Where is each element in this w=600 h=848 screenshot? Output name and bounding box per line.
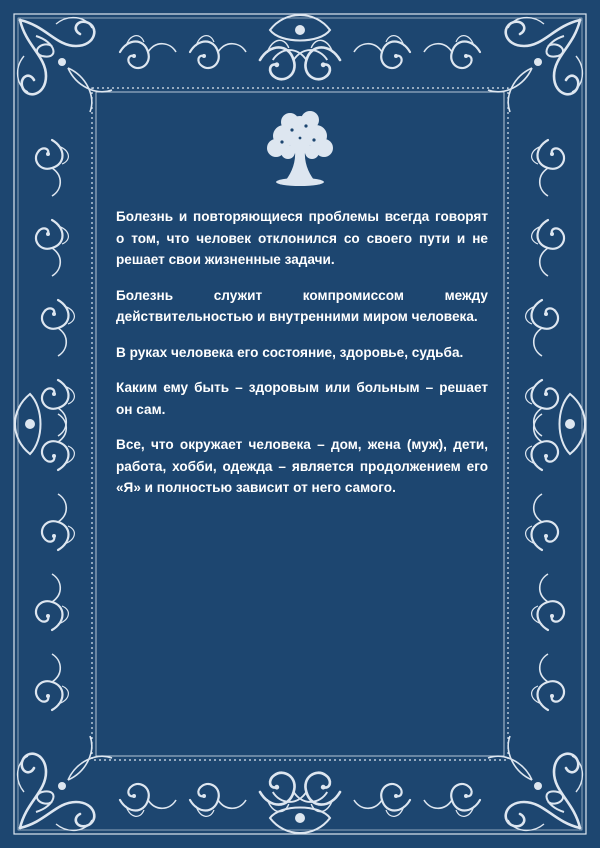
paragraph-1: Болезнь и повторяющиеся проблемы всегда говорят о том, что человек отклонился со своего пути и не решает свои жизненные задачи. [116,209,488,267]
text-content [116,206,488,513]
paragraph-2: Болезнь служит компромиссом между действительностью и внутренними миром человека. [116,287,488,324]
paragraph-4: Каким ему быть – здоровым или больным – решает он сам. [116,380,488,417]
paragraph-5: Все, что окружает человека – дом, жена (муж), дети, работа, хобби, одежда – является продолжением его «Я» и полностью зависит от него самого. [116,437,488,495]
paragraph-3: В руках человека его состояние, здоровье, судьба. [116,344,464,360]
tree-icon [262,108,338,192]
